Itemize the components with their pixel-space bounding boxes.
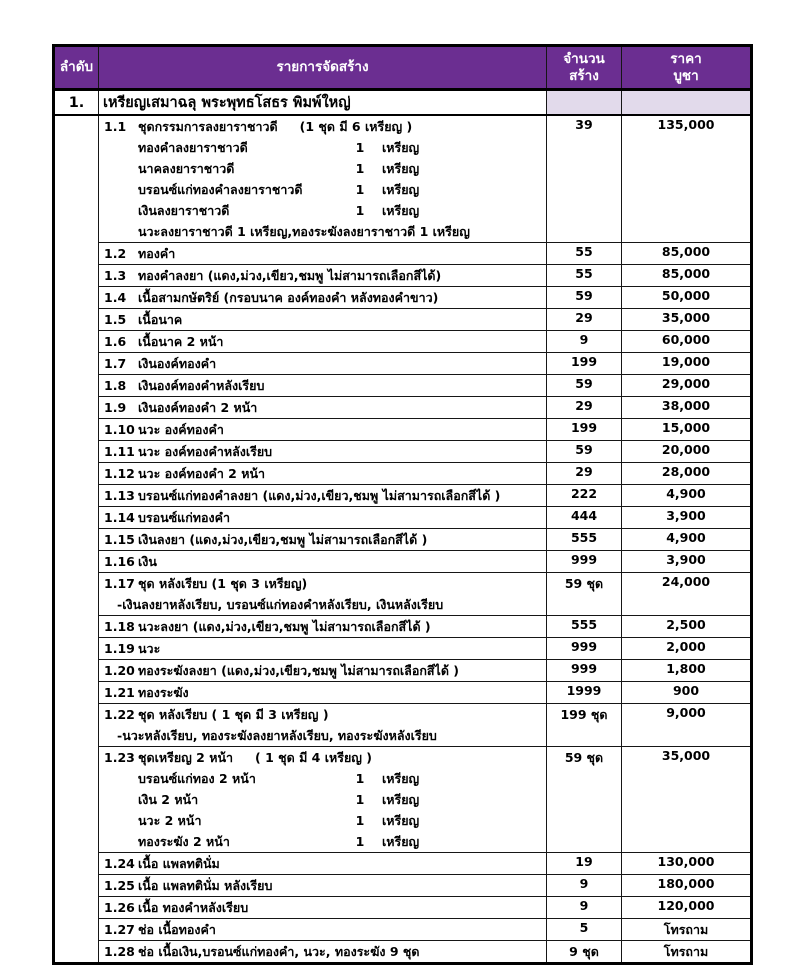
quantity-cell: 199 <box>547 353 622 375</box>
quantity-cell: 9 <box>547 875 622 897</box>
quantity-cell: 59 <box>547 375 622 397</box>
item-cell: 1.25 เนื้อ แพลทตินั่ม หลังเรียบ <box>99 875 547 897</box>
quantity-cell: 55 <box>547 265 622 287</box>
table-row <box>54 419 752 441</box>
item-cell <box>99 115 547 243</box>
item-cell: 1.12 นวะ องค์ทองคำ 2 หน้า <box>99 463 547 485</box>
price-cell: 4,900 <box>622 529 752 551</box>
quantity-cell: 444 <box>547 507 622 529</box>
table-row <box>54 243 752 265</box>
table-row <box>54 353 752 375</box>
item-subline: เงินลงยาราชาวดี 1 เหรียญ <box>138 203 420 218</box>
section-number: 1. <box>54 90 99 116</box>
price-cell: 28,000 <box>622 463 752 485</box>
item-subline: นาคลงยาราชาวดี 1 เหรียญ <box>138 161 420 176</box>
table-row <box>54 704 752 747</box>
table-row <box>54 616 752 638</box>
col-header-order: ลำดับ <box>54 46 99 90</box>
price-cell: โทรถาม <box>622 941 752 964</box>
table-row <box>54 853 752 875</box>
price-cell: 20,000 <box>622 441 752 463</box>
item-cell: 1.10 นวะ องค์ทองคำ <box>99 419 547 441</box>
table-row <box>54 375 752 397</box>
item-subline: นวะ 2 หน้า 1 เหรียญ <box>138 813 420 828</box>
quantity-cell: 59 <box>547 441 622 463</box>
item-subline: ทองระฆัง 2 หน้า 1 เหรียญ <box>138 834 420 849</box>
table-row <box>54 638 752 660</box>
table-row <box>54 265 752 287</box>
table-row <box>54 682 752 704</box>
col-header-item: รายการจัดสร้าง <box>99 46 547 90</box>
quantity-cell: 59 ชุด <box>547 747 622 853</box>
price-cell: 9,000 <box>622 704 752 747</box>
item-cell: 1.11 นวะ องค์ทองคำหลังเรียบ <box>99 441 547 463</box>
item-cell: 1.13 บรอนซ์แก่ทองคำลงยา (แดง,ม่วง,เขียว,ชมพู ไม่สามารถเลือกสีได้ ) <box>99 485 547 507</box>
col-header-quantity: จำนวน สร้าง <box>547 46 622 90</box>
item-cell: 1.21 ทองระฆัง <box>99 682 547 704</box>
item-subline: -นวะหลังเรียบ, ทองระฆังลงยาหลังเรียบ, ทองระฆังหลังเรียบ <box>117 728 437 743</box>
col-header-price: ราคา บูชา <box>622 46 752 90</box>
price-cell: 38,000 <box>622 397 752 419</box>
quantity-cell: 222 <box>547 485 622 507</box>
quantity-cell: 59 ชุด <box>547 573 622 616</box>
item-cell: 1.7 เงินองค์ทองคำ <box>99 353 547 375</box>
item-cell: 1.24 เนื้อ แพลทตินั่ม <box>99 853 547 875</box>
section-qty-cell <box>547 90 622 116</box>
table-row <box>54 573 752 616</box>
table-row <box>54 875 752 897</box>
item-cell: 1.14 บรอนซ์แก่ทองคำ <box>99 507 547 529</box>
table-row <box>54 551 752 573</box>
price-cell: 19,000 <box>622 353 752 375</box>
price-cell: 180,000 <box>622 875 752 897</box>
quantity-cell: 9 <box>547 897 622 919</box>
price-cell: 15,000 <box>622 419 752 441</box>
quantity-cell: 9 ชุด <box>547 941 622 964</box>
item-cell: 1.9 เงินองค์ทองคำ 2 หน้า <box>99 397 547 419</box>
quantity-cell: 29 <box>547 309 622 331</box>
quantity-cell: 555 <box>547 529 622 551</box>
table-row <box>54 747 752 853</box>
table-row <box>54 485 752 507</box>
price-cell: 2,000 <box>622 638 752 660</box>
quantity-cell: 999 <box>547 551 622 573</box>
item-subline: นวะลงยาราชาวดี 1 เหรียญ,ทองระฆังลงยาราชาวดี 1 เหรียญ <box>138 224 470 239</box>
table-row <box>54 115 752 243</box>
table-row <box>54 897 752 919</box>
price-cell: 120,000 <box>622 897 752 919</box>
table-row <box>54 529 752 551</box>
quantity-cell: 19 <box>547 853 622 875</box>
price-cell: 1,800 <box>622 660 752 682</box>
item-cell: 1.16 เงิน <box>99 551 547 573</box>
quantity-cell: 199 ชุด <box>547 704 622 747</box>
quantity-cell: 9 <box>547 331 622 353</box>
price-cell: 130,000 <box>622 853 752 875</box>
order-column-spacer <box>54 115 99 964</box>
item-subline: ทองคำลงยาราชาวดี 1 เหรียญ <box>138 140 420 155</box>
quantity-cell: 55 <box>547 243 622 265</box>
quantity-cell: 5 <box>547 919 622 941</box>
table-row <box>54 441 752 463</box>
price-cell: 85,000 <box>622 265 752 287</box>
price-cell: 3,900 <box>622 507 752 529</box>
item-cell: 1.19 นวะ <box>99 638 547 660</box>
item-cell: 1.8 เงินองค์ทองคำหลังเรียบ <box>99 375 547 397</box>
price-cell: 4,900 <box>622 485 752 507</box>
quantity-cell: 39 <box>547 115 622 243</box>
item-cell: 1.3 ทองคำลงยา (แดง,ม่วง,เขียว,ชมพู ไม่สามารถเลือกสีได้) <box>99 265 547 287</box>
price-cell: 29,000 <box>622 375 752 397</box>
quantity-cell: 59 <box>547 287 622 309</box>
item-cell: 1.6 เนื้อนาค 2 หน้า <box>99 331 547 353</box>
quantity-cell: 1999 <box>547 682 622 704</box>
table-row <box>54 397 752 419</box>
item-cell: 1.18 นวะลงยา (แดง,ม่วง,เขียว,ชมพู ไม่สามารถเลือกสีได้ ) <box>99 616 547 638</box>
item-line: 1.1 ชุดกรรมการลงยาราชาวดี (1 ชุด มี 6 เหรียญ ) <box>104 119 413 134</box>
item-cell: 1.15 เงินลงยา (แดง,ม่วง,เขียว,ชมพู ไม่สามารถเลือกสีได้ ) <box>99 529 547 551</box>
section-title: เหรียญเสมาฉลุ พระพุทธโสธร พิมพ์ใหญ่ <box>99 90 547 116</box>
price-cell: โทรถาม <box>622 919 752 941</box>
table-row <box>54 941 752 964</box>
item-cell: 1.17 ชุด หลังเรียบ (1 ชุด 3 เหรียญ) -เงินลงยาหลังเรียบ, บรอนซ์แก่ทองคำหลังเรียบ, เงินหลังเรียบ <box>99 573 547 616</box>
price-cell: 900 <box>622 682 752 704</box>
price-cell: 85,000 <box>622 243 752 265</box>
item-cell: 1.2 ทองคำ <box>99 243 547 265</box>
item-cell: 1.27 ช่อ เนื้อทองคำ <box>99 919 547 941</box>
price-cell: 24,000 <box>622 573 752 616</box>
item-cell: 1.26 เนื้อ ทองคำหลังเรียบ <box>99 897 547 919</box>
price-cell: 50,000 <box>622 287 752 309</box>
header-row <box>54 46 752 90</box>
table-row <box>54 309 752 331</box>
price-cell: 135,000 <box>622 115 752 243</box>
section-row <box>54 90 752 116</box>
price-cell: 35,000 <box>622 309 752 331</box>
price-cell: 35,000 <box>622 747 752 853</box>
item-cell: 1.28 ช่อ เนื้อเงิน,บรอนซ์แก่ทองคำ, นวะ, ทองระฆัง 9 ชุด <box>99 941 547 964</box>
item-subline: บรอนซ์แก่ทอง 2 หน้า 1 เหรียญ <box>138 771 420 786</box>
quantity-cell: 999 <box>547 660 622 682</box>
item-subline: บรอนซ์แก่ทองคำลงยาราชาวดี 1 เหรียญ <box>138 182 420 197</box>
table-row <box>54 507 752 529</box>
table-row <box>54 331 752 353</box>
price-cell: 3,900 <box>622 551 752 573</box>
item-subline: -เงินลงยาหลังเรียบ, บรอนซ์แก่ทองคำหลังเรียบ, เงินหลังเรียบ <box>117 597 444 612</box>
item-cell: 1.23 ชุดเหรียญ 2 หน้า ( 1 ชุด มี 4 เหรียญ ) บรอนซ์แก่ทอง 2 หน้า 1 เหรียญ เงิน 2 หน้า 1 เหรียญ นวะ 2 หน้า 1 เหรียญ ทองระฆัง 2 หน้า 1 เหรียญ <box>99 747 547 853</box>
quantity-cell: 29 <box>547 397 622 419</box>
price-cell: 60,000 <box>622 331 752 353</box>
table-row <box>54 463 752 485</box>
amulet-price-table <box>52 44 753 965</box>
item-subline: เงิน 2 หน้า 1 เหรียญ <box>138 792 420 807</box>
table-row <box>54 660 752 682</box>
quantity-cell: 999 <box>547 638 622 660</box>
price-cell: 2,500 <box>622 616 752 638</box>
quantity-cell: 555 <box>547 616 622 638</box>
table-row <box>54 287 752 309</box>
table-row <box>54 919 752 941</box>
item-cell: 1.4 เนื้อสามกษัตริย์ (กรอบนาค องค์ทองคำ หลังทองคำขาว) <box>99 287 547 309</box>
quantity-cell: 199 <box>547 419 622 441</box>
item-cell: 1.5 เนื้อนาค <box>99 309 547 331</box>
section-price-cell <box>622 90 752 116</box>
quantity-cell: 29 <box>547 463 622 485</box>
item-cell: 1.22 ชุด หลังเรียบ ( 1 ชุด มี 3 เหรียญ ) -นวะหลังเรียบ, ทองระฆังลงยาหลังเรียบ, ทองระฆังหลังเรียบ <box>99 704 547 747</box>
item-cell: 1.20 ทองระฆังลงยา (แดง,ม่วง,เขียว,ชมพู ไม่สามารถเลือกสีได้ ) <box>99 660 547 682</box>
